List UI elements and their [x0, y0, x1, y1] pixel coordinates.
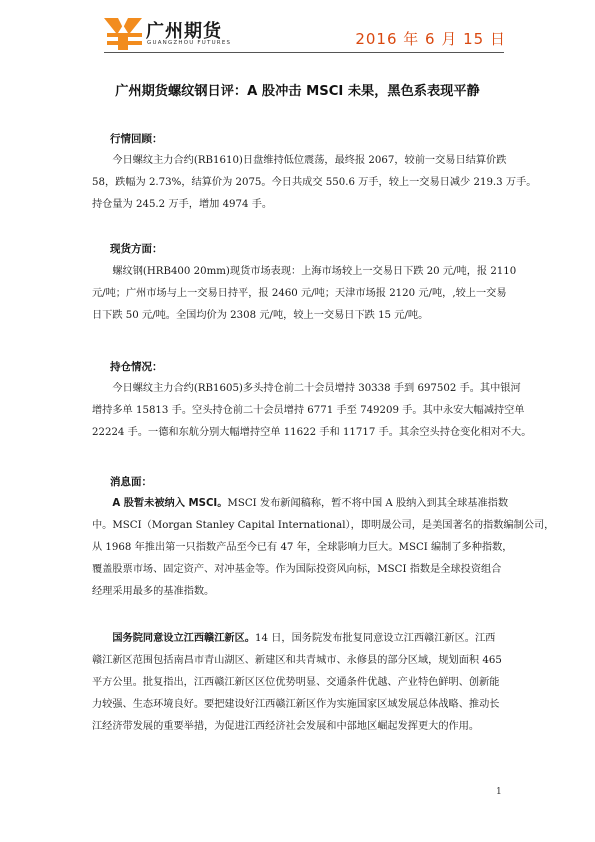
- logo-mark-icon: [104, 16, 142, 50]
- text-line: 增持多单 15813 手。空头持仓前二十会员增持 6771 手至 749209 手。其中永安大幅减持空单: [92, 405, 525, 416]
- text-line: 平方公里。批复指出，江西赣江新区区位优势明显、交通条件优越、产业特色鲜明、创新能: [92, 677, 500, 688]
- section-heading-positions: 持仓情况：: [110, 361, 163, 373]
- text-line: 覆盖股票市场、固定资产、对冲基金等。作为国际投资风向标，MSCI 指数是全球投资组合: [92, 564, 502, 575]
- text-line: 元/吨；广州市场与上一交易日持平，报 2460 元/吨；天津市场报 2120 元/吨，,较上一交易: [92, 288, 507, 299]
- header-divider: [104, 52, 504, 53]
- news-lead-ganjiang: 14 日，国务院发布批复同意设立江西赣江新区。江西: [255, 633, 496, 644]
- text-line: 力较强、生态环境良好。要把建设好江西赣江新区作为实施国家区域发展总体战略、推动长: [92, 699, 500, 710]
- text-line: 中。MSCI（Morgan Stanley Capital International），即明晟公司，是美国著名的指数编制公司，: [92, 520, 555, 531]
- text-line: 螺纹钢(HRB400 20mm)现货市场表现：上海市场较上一交易日下跌 20 元/吨，报 2110: [92, 266, 517, 277]
- text-line: 经理采用最多的基准指数。: [92, 586, 215, 597]
- text-line: 58，跌幅为 2.73%，结算价为 2075。今日共成交 550.6 万手，较上一交易日减少 219.3 万手。: [92, 177, 537, 188]
- text-line: [92, 628, 508, 650]
- paragraph-market-review: [92, 150, 537, 216]
- logo-subtitle: GUANGZHOU FUTURES: [147, 40, 232, 46]
- text-line: 22224 手。一德和东航分别大幅增持空单 11622 手和 11717 手。其余空头持仓变化相对不大。: [92, 427, 532, 438]
- text-line: [92, 493, 508, 515]
- text-line: 从 1968 年推出第一只指数产品至今已有 47 年，全球影响力巨大。MSCI 编制了多种指数，: [92, 542, 513, 553]
- section-heading-spot: 现货方面：: [110, 243, 163, 255]
- section-heading-market-review: 行情回顾：: [110, 133, 163, 145]
- text-line: 持仓量为 245.2 万手，增加 4974 手。: [92, 199, 273, 210]
- paragraph-news-ganjiang: [92, 628, 508, 738]
- document-title: 广州期货螺纹钢日评：A 股冲击 MSCI 未果，黑色系表现平静: [115, 84, 480, 99]
- logo-name: 广州期货: [146, 21, 222, 42]
- paragraph-spot: [92, 261, 517, 327]
- text-line: 今日螺纹主力合约(RB1610)日盘维持低位震荡，最终报 2067，较前一交易日结算价跌: [92, 155, 507, 166]
- text-line: 日下跌 50 元/吨。全国均价为 2308 元/吨，较上一交易日下跌 15 元/吨。: [92, 310, 429, 321]
- paragraph-positions: [92, 378, 532, 444]
- section-heading-news: 消息面：: [110, 476, 152, 488]
- news-headline-ganjiang: 国务院同意设立江西赣江新区。: [112, 633, 255, 644]
- page-number: 1: [496, 787, 502, 797]
- paragraph-news-msci: [92, 493, 555, 603]
- news-headline-msci: A 股暂未被纳入 MSCI。: [112, 498, 228, 509]
- report-date: 2016 年 6 月 15 日: [355, 30, 506, 48]
- text-line: 今日螺纹主力合约(RB1605)多头持仓前二十会员增持 30338 手到 697502 手。其中银河: [92, 383, 521, 394]
- text-line: 江经济带发展的重要举措，为促进江西经济社会发展和中部地区崛起发挥更大的作用。: [92, 721, 480, 732]
- news-lead-msci: MSCI 发布新闻稿称，暂不将中国 A 股纳入到其全球基准指数: [227, 498, 509, 509]
- text-line: 赣江新区范围包括南昌市青山湖区、新建区和共青城市、永修县的部分区域，规划面积 465: [92, 655, 502, 666]
- company-logo: [104, 16, 254, 52]
- page-header: [0, 0, 595, 60]
